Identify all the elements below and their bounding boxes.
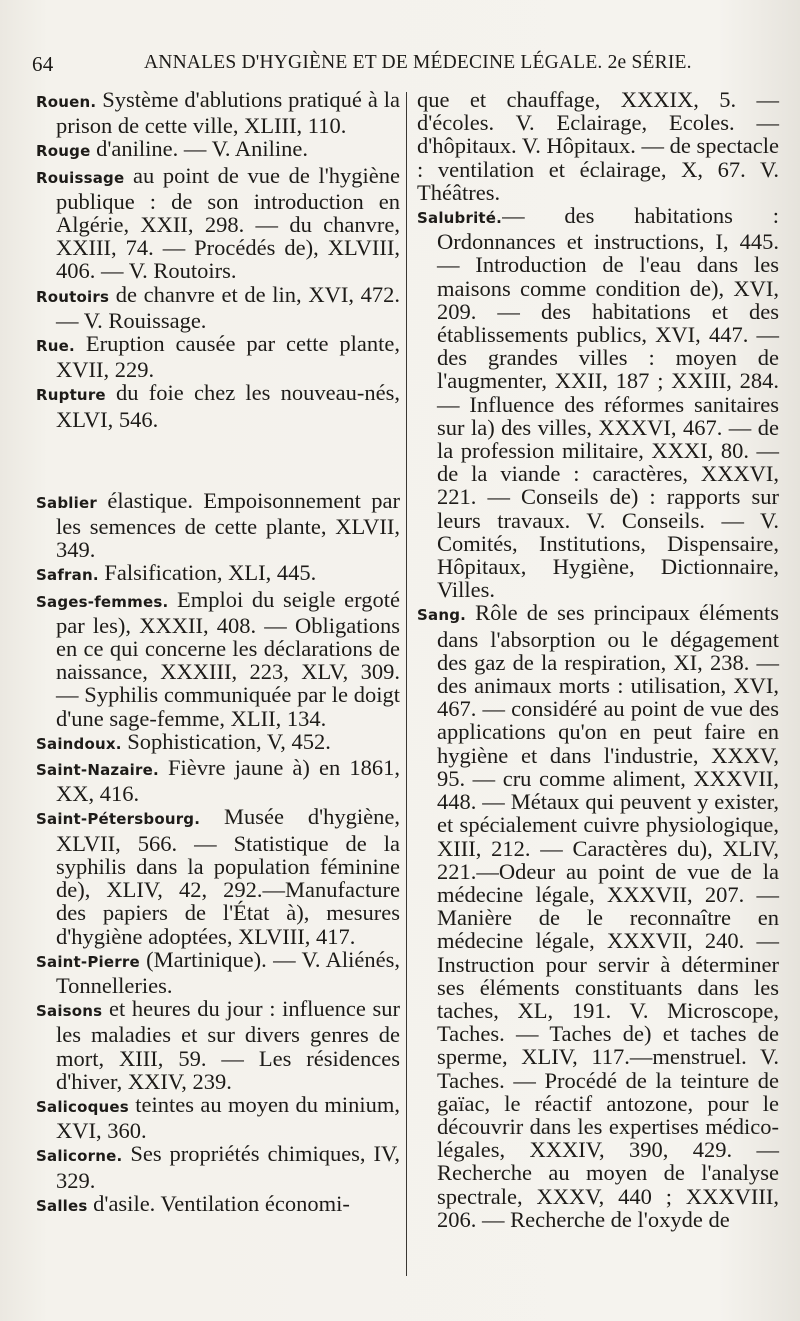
entry-headword: Rouge — [36, 142, 91, 161]
entry-text: teintes au moyen du minium, XVI, 360. — [56, 1091, 400, 1144]
entry-text: Eruption causée par cette plante, XVII, 229. — [56, 331, 400, 383]
section-gap — [36, 431, 400, 489]
entry-headword: Saint-Nazaire. — [36, 761, 159, 780]
entry-text: Musée d'hygiène, XLVII, 566. — Statistique de la syphilis dans la population féminine de), XLIV, 42, 292.—Manufacture des papiers de l'État à), mesures d'hygiène adoptées, XLVIII, 417. — [56, 804, 400, 949]
entry-text: Sophistication, V, 452. — [121, 728, 331, 754]
page-number: 64 — [32, 52, 54, 76]
entry-headword: Saint-Pierre — [36, 952, 140, 971]
index-entry — [36, 561, 400, 587]
entry-text: du foie chez les nouveau-nés, XLVI, 546. — [56, 380, 400, 432]
entry-text: au point de vue de l'hygiène publique : de son introduction en Algérie, XXII, 298. — du chanvre, XXIII, 74. — Procédés de), XLVIII, 406. — V. Routoirs. — [56, 162, 400, 284]
entry-text: Fièvre jaune à) en 1861, XX, 416. — [56, 755, 400, 807]
index-entry — [417, 601, 779, 1230]
entry-headword: Routoirs — [36, 287, 110, 306]
entry-headword: Salicorne. — [36, 1147, 123, 1166]
index-entry — [36, 1142, 400, 1191]
index-entry — [36, 1093, 400, 1142]
entry-text: (Martinique). — V. Aliénés, Tonnelleries. — [56, 946, 400, 998]
entry-headword: Rouen. — [36, 93, 97, 111]
index-entry — [36, 756, 400, 805]
right-column — [417, 88, 779, 1231]
running-title: ANNALES D'HYGIÈNE ET DE MÉDECINE LÉGALE. 2e SÉRIE. — [144, 52, 692, 73]
entry-headword: Sages-femmes. — [36, 592, 169, 611]
index-entry — [36, 137, 400, 163]
entry-headword: Rue. — [36, 337, 75, 356]
index-entry — [417, 204, 779, 601]
entry-headword: Saindoux. — [36, 734, 122, 753]
column-divider — [406, 92, 407, 1276]
index-entry — [36, 730, 400, 756]
index-entry — [36, 948, 400, 997]
entry-text: d'aniline. — V. Aniline. — [90, 136, 309, 162]
index-entry — [36, 588, 400, 730]
entry-text: Falsification, XLI, 445. — [98, 560, 317, 586]
entry-headword: Salubrité. — [417, 209, 503, 228]
entry-headword: Saint-Pétersbourg. — [36, 810, 201, 829]
index-entry-continuation — [417, 88, 779, 204]
entry-headword: Saisons — [36, 1002, 103, 1021]
entry-headword: Rouissage — [36, 168, 125, 187]
entry-headword: Salicoques — [36, 1097, 129, 1116]
entry-text: et heures du jour : influence sur les maladies et sur divers genres de mort, XIII, 59. — Les résidences d'hiver, XXIV, 239. — [56, 996, 400, 1094]
entry-text: que et chauffage, XXXIX, 5. — d'écoles. V. Eclairage, Ecoles. — d'hôpitaux. V. Hôpitaux. — de spectacle : ventilation et éclairage, X, 67. V. Théâtres. — [417, 87, 779, 205]
entry-text: élastique. Empoisonnement par les semences de cette plante, XLVII, 349. — [56, 487, 400, 563]
index-entry — [36, 1192, 400, 1218]
entry-headword: Safran. — [36, 566, 99, 585]
entry-headword: Sang. — [417, 606, 467, 625]
entry-text: Rôle de ses principaux éléments dans l'absorption ou le dégagement des gaz de la respiration, XI, 238. — des animaux morts : utilisation, XVI, 467. — considéré au point de vue des applications qu'on en peut faire en hygiène et dans l'industrie, XXXV, 95. — cru comme aliment, XXXVII, 448. — Métaux qui peuvent y exister, et spécialement cuivre physiologique, XIII, 212. — Caractères du), XLIV, 221.—Odeur au point de vue de la médecine légale, XXXVII, 207. — Manière de le reconnaître en médecine légale, XXXVII, 240. — Instruction pour servir à déterminer ses éléments constituants dans les taches, XL, 191. V. Microscope, Taches. — Taches de) et taches de sperme, XLIV, 117.—menstruel. V. Taches. — Procédé de la teinture de gaïac, le réactif antozone, pour le découvrir dans les expertises médico-légales, XXXIV, 390, 429. — Recherche au moyen de l'analyse spectrale, XXXV, 440 ; XXXVIII, 206. — Recherche de l'oxyde de — [437, 600, 779, 1232]
index-entry — [36, 997, 400, 1093]
entry-text: Emploi du seigle ergoté par les), XXXII, 408. — Obligations en ce qui concerne les déclarations de naissance, XXXIII, 223, XLV, 309. — Syphilis communiquée par le doigt d'une sage-femme, XLII, 134. — [56, 586, 400, 731]
index-entry — [36, 164, 400, 283]
index-entry — [36, 381, 400, 430]
index-entry — [36, 332, 400, 381]
left-column — [36, 88, 400, 1218]
index-entry — [36, 88, 400, 137]
index-entry — [36, 283, 400, 332]
running-header — [32, 50, 777, 82]
entry-text: Système d'ablutions pratiqué à la prison de cette ville, XLIII, 110. — [56, 87, 400, 139]
index-entry — [36, 489, 400, 562]
entry-headword: Salles — [36, 1196, 88, 1215]
entry-text: d'asile. Ventilation économi- — [87, 1190, 350, 1216]
index-entry — [36, 805, 400, 947]
entry-headword: Rupture — [36, 386, 106, 405]
entry-text: — des habitations : Ordonnances et instructions, I, 445. — Introduction de l'eau dans les maisons comme condition de), XVI, 209. — des habitations et des établissements publics, XVI, 447. — des grandes villes : moyen de l'augmenter, XXII, 187 ; XXIII, 284. — Influence des réformes sanitaires sur la) des villes, XXXVI, 467. — de la profession militaire, XXXI, 80. — de la viande : caractères, XXXVI, 221. — Conseils de) : rapports sur leurs travaux. V. Conseils. — V. Comités, Institutions, Dispensaire, Hôpitaux, Hygiène, Dictionnaire, Villes. — [437, 203, 779, 603]
entry-text: Ses propriétés chimiques, IV, 329. — [56, 1141, 400, 1193]
entry-headword: Sablier — [36, 493, 97, 512]
entry-text: de chanvre et de lin, XVI, 472. — V. Rouissage. — [56, 281, 400, 333]
